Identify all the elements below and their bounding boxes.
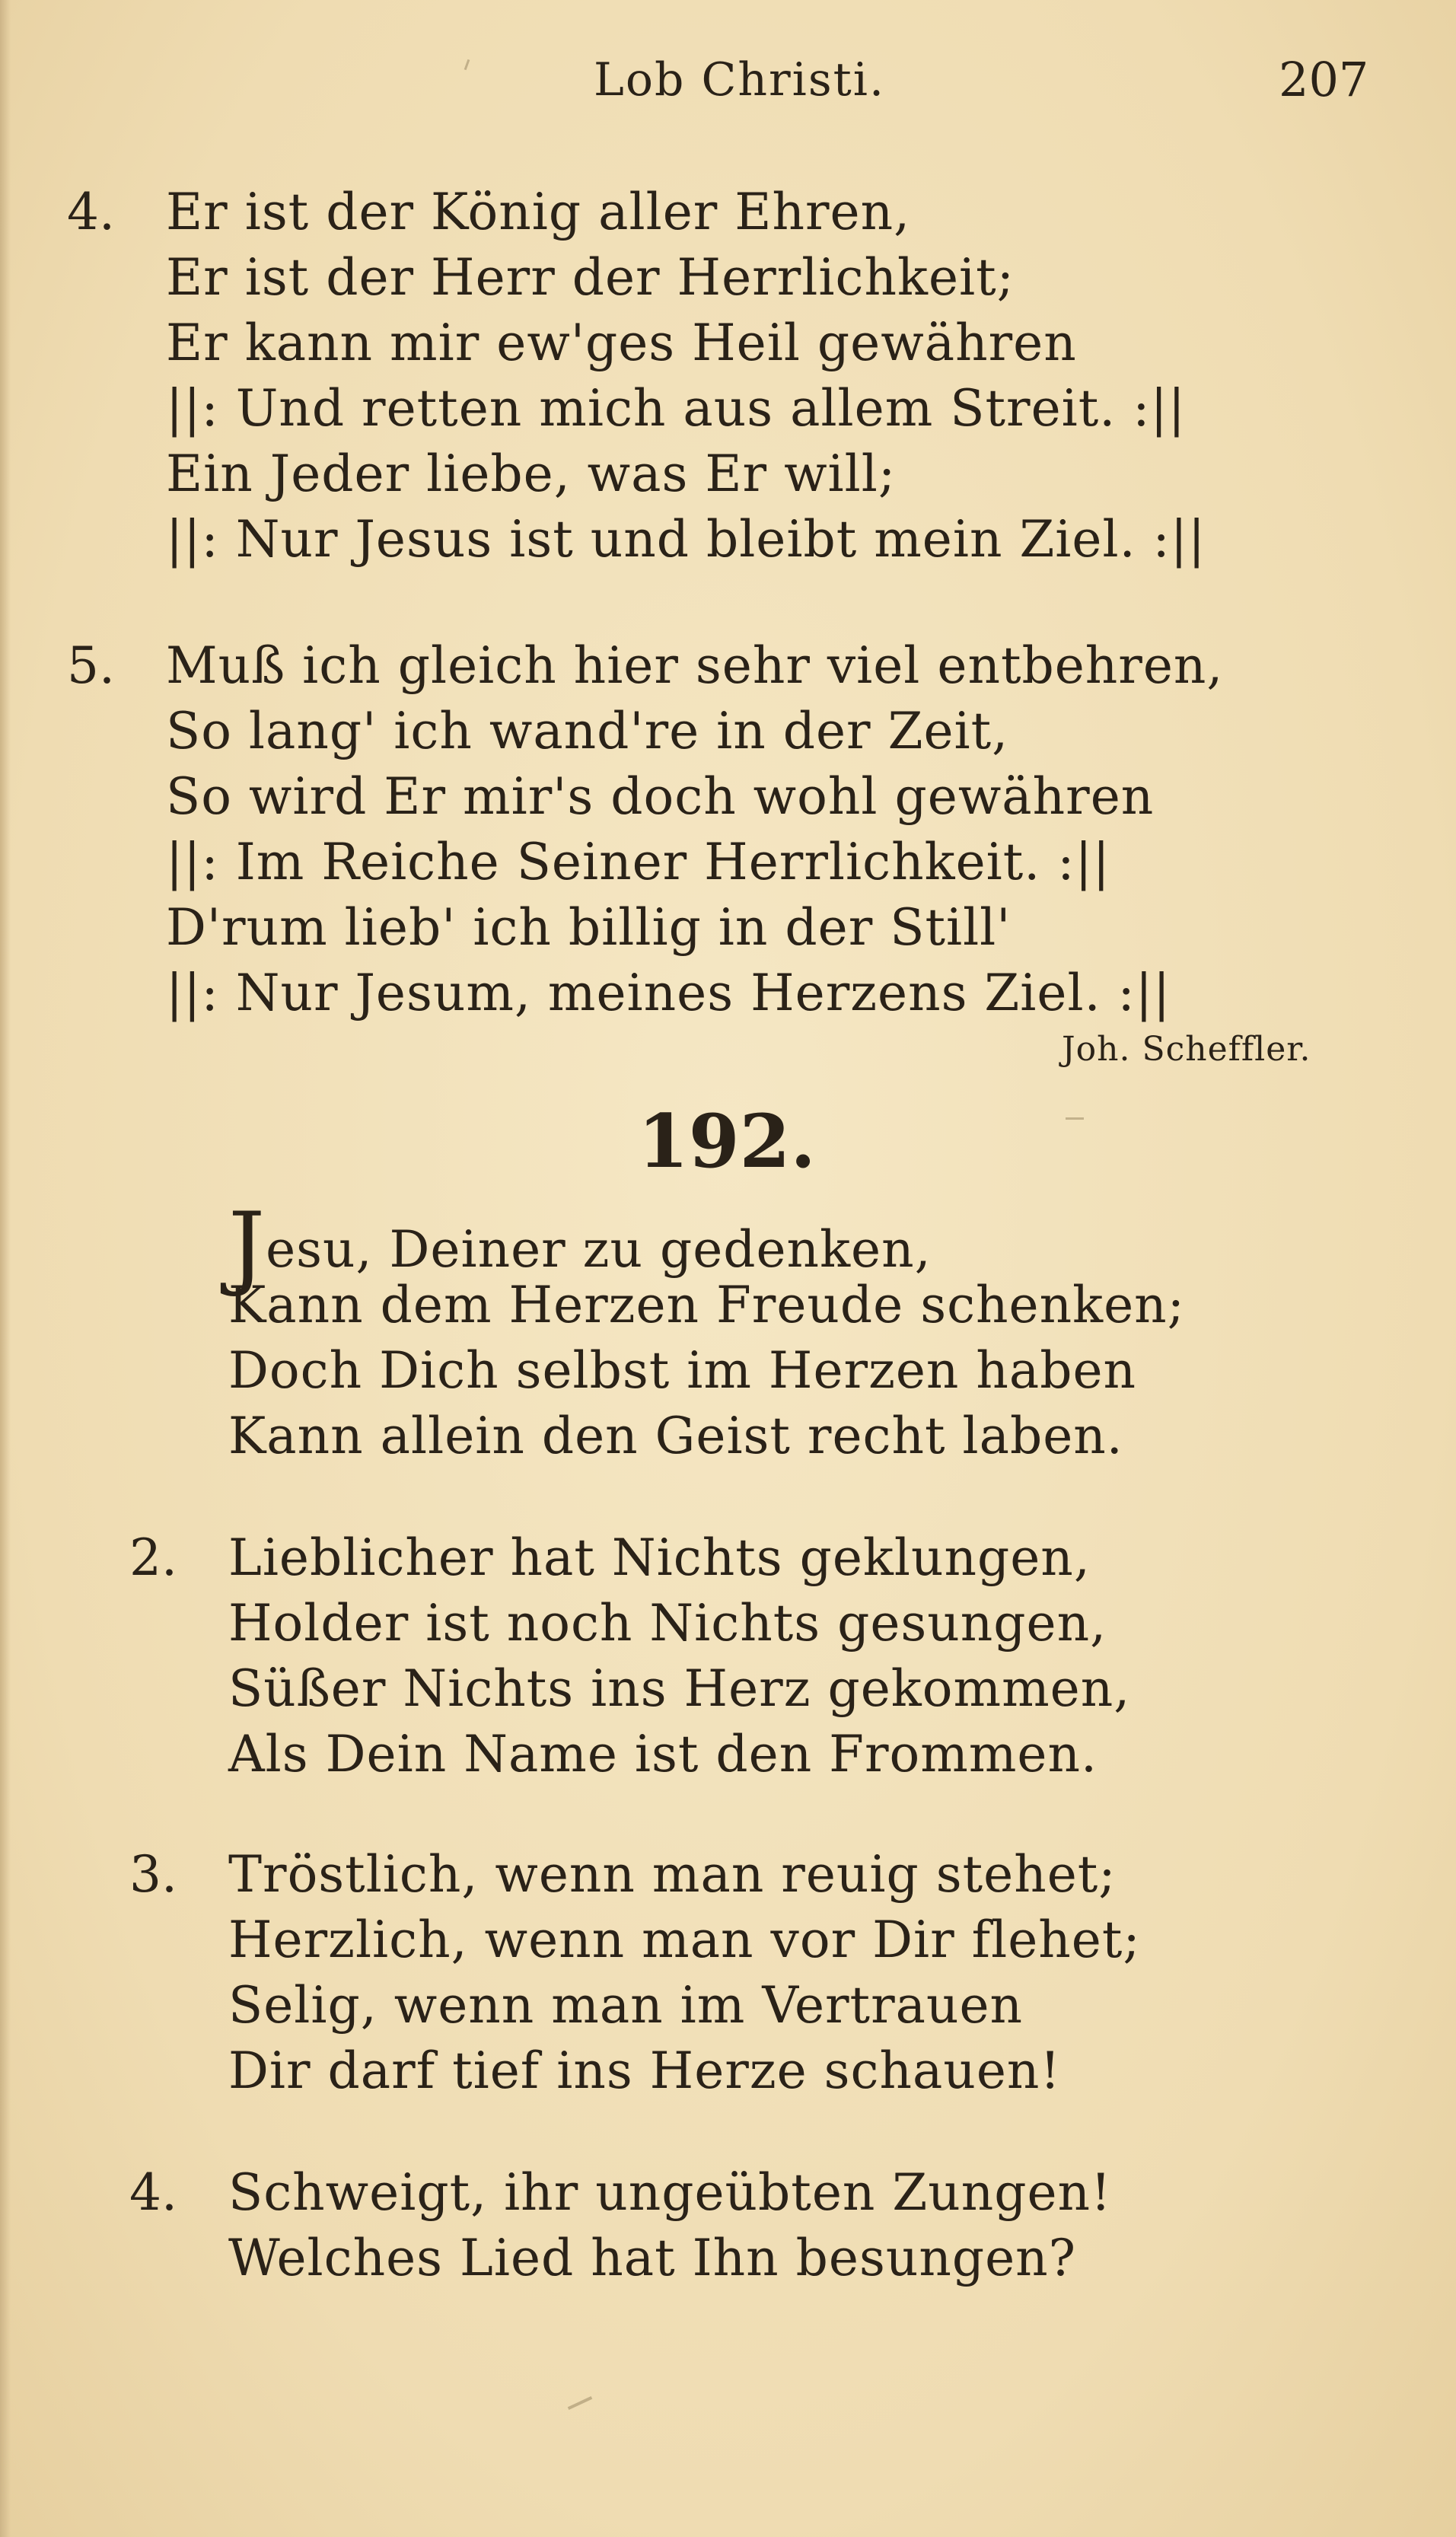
verse-line-text: esu, Deiner zu gedenken, [266,1220,932,1279]
hymn-number: 192. [638,1098,816,1184]
stanza-number: 5. [67,636,115,695]
verse-line: Süßer Nichts ins Herz gekommen, [228,1659,1131,1718]
verse-line: Er ist der Herr der Herrlichkeit; [166,248,1015,307]
stanza-number: 3. [129,1845,177,1904]
verse-line: ||: Im Reiche Seiner Herrlichkeit. :|| [166,833,1110,891]
verse-line: Als Dein Name ist den Frommen. [228,1725,1098,1783]
verse-line: Kann dem Herzen Freude schenken; [228,1276,1185,1334]
verse-line: ||: Nur Jesus ist und bleibt mein Ziel. :|| [166,510,1206,569]
verse-line: D'rum lieb' ich billig in der Still' [166,898,1012,957]
verse-line: Schweigt, ihr ungeübten Zungen! [228,2163,1112,2222]
verse-line: So wird Er mir's doch wohl gewähren [166,767,1155,826]
verse-line: Er ist der König aller Ehren, [166,183,911,241]
verse-line: So lang' ich wand're in der Zeit, [166,702,1009,760]
stanza-number: 4. [67,183,115,241]
verse-line: Selig, wenn man im Vertrauen [228,1976,1024,2035]
author-attribution: Joh. Scheffler. [1062,1030,1311,1069]
running-header-title: Lob Christi. [594,53,886,107]
verse-line: ||: Und retten mich aus allem Streit. :|| [166,379,1186,438]
verse-line: Lieblicher hat Nichts geklungen, [228,1528,1091,1587]
paper-speck [1066,1117,1084,1120]
page-number: 207 [1279,52,1369,107]
verse-line: Tröstlich, wenn man reuig stehet; [228,1845,1117,1904]
verse-line: Er kann mir ew'ges Heil gewähren [166,314,1077,372]
verse-line-first [228,1194,932,1299]
verse-line: Ein Jeder liebe, was Er will; [166,445,897,503]
verse-line: Herzlich, wenn man vor Dir flehet; [228,1911,1141,1969]
stanza-number: 2. [129,1528,177,1587]
verse-line: Muß ich gleich hier sehr viel entbehren, [166,636,1224,695]
drop-cap: J [228,1194,266,1299]
verse-line: Welches Lied hat Ihn besungen? [228,2229,1077,2287]
verse-line: Holder ist noch Nichts gesungen, [228,1594,1107,1653]
page-edge-shadow [0,0,11,2537]
stanza-number: 4. [129,2163,177,2222]
verse-line: Kann allein den Geist recht laben. [228,1407,1123,1465]
verse-line: Dir darf tief ins Herze schauen! [228,2041,1061,2100]
verse-line: Doch Dich selbst im Herzen haben [228,1341,1137,1400]
verse-line: ||: Nur Jesum, meines Herzens Ziel. :|| [166,964,1171,1022]
